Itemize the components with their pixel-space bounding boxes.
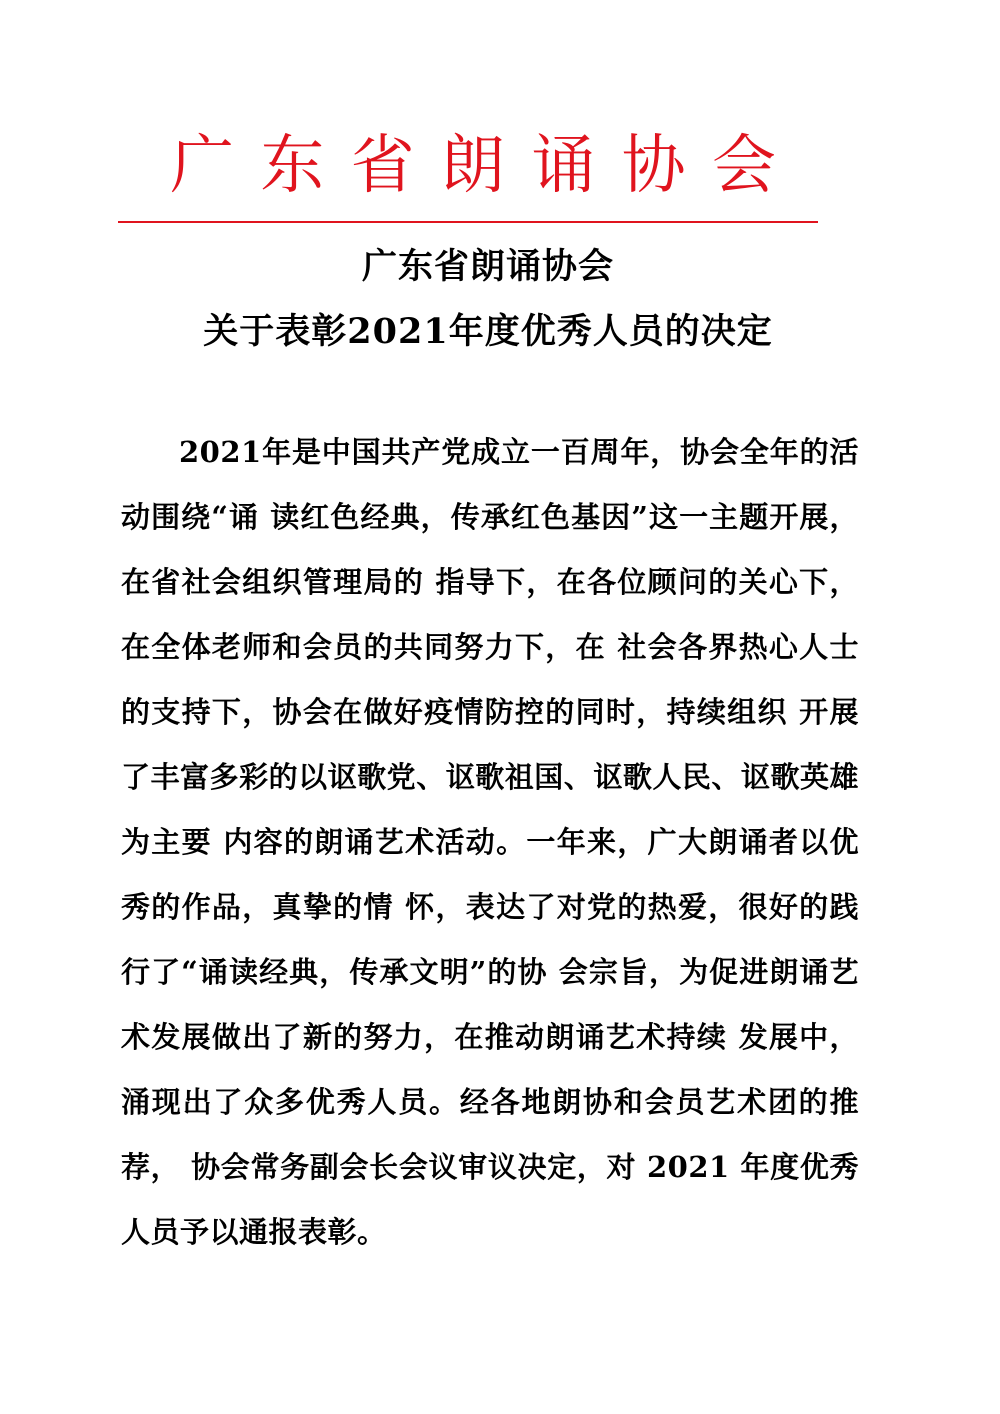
letterhead-char: 诵 [531,129,596,203]
letterhead-char: 会 [711,129,776,203]
letterhead-char: 协 [621,129,686,203]
letterhead-org-name [118,118,818,214]
letterhead-divider [118,221,818,223]
letterhead-char: 朗 [440,129,505,203]
letterhead-char: 广 [170,129,234,203]
document-title-subject: 关于表彰2021年度优秀人员的决定 [203,311,773,352]
letterhead-char: 省 [350,129,415,203]
letterhead-char: 东 [260,129,325,203]
body-paragraph: 2021年是中国共产党成立一百周年，协会全年的活动围绕“诵 读红色经典，传承红色基因”这一主题开展，在省社会组织管理局的 指导下，在各位顾问的关心下，在全体老师和会员的共同努力下，在 社会各界热心人士的支持下，协会在做好疫情防控的同时，持续组织 开展了丰富多彩的以讴歌党、讴歌祖国、讴歌人民、讴歌英雄为主要 内容的朗诵艺术活动。一年来，广大朗诵者以优秀的作品，真挚的情 怀，表达了对党的热爱，很好的践行了“诵读经典，传承文明”的协 会宗旨，为促进朗诵艺术发展做出了新的努力，在推动朗诵艺术持续 发展中，涌现出了众多优秀人员。经各地朗协和会员艺术团的推荐， 协会常务副会长会议审议决定，对 2021 年度优秀人员予以通报表彰。 [121,435,859,1249]
document-title-org: 广东省朗诵协会 [361,246,614,287]
